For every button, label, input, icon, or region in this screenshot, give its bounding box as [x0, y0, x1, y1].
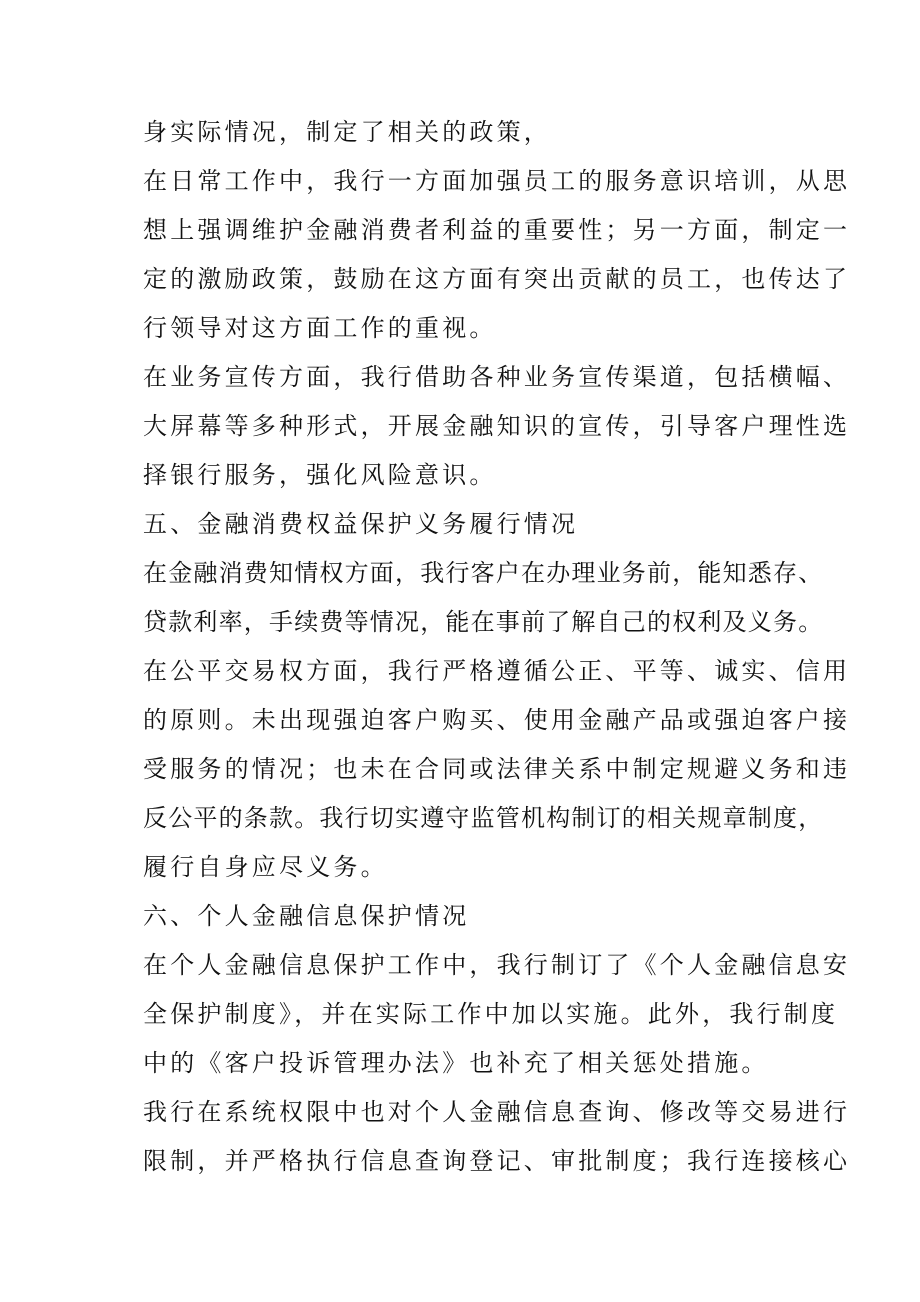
text-line: 在业务宣传方面，我行借助各种业务宣传渠道，包括横幅、 — [143, 363, 851, 391]
text-line: 我行在系统权限中也对个人金融信息查询、修改等交易进行 — [143, 1098, 851, 1126]
text-line: 中的《客户投诉管理办法》也补充了相关惩处措施。 — [143, 1049, 769, 1077]
text-line: 全保护制度》，并在实际工作中加以实施。此外，我行制度 — [143, 1000, 839, 1028]
text-line: 择银行服务，强化风险意识。 — [143, 461, 497, 489]
text-line: 在个人金融信息保护工作中，我行制订了《个人金融信息安 — [143, 951, 851, 979]
text-line: 受服务的情况；也未在合同或法律关系中制定规避义务和违 — [143, 755, 851, 783]
text-line: 行领导对这方面工作的重视。 — [143, 314, 497, 342]
text-line: 履行自身应尽义务。 — [143, 853, 388, 881]
text-line: 贷款利率，手续费等情况，能在事前了解自己的权利及义务。 — [143, 608, 824, 636]
text-line: 限制，并严格执行信息查询登记、审批制度；我行连接核心 — [143, 1147, 851, 1175]
text-line: 在金融消费知情权方面，我行客户在办理业务前，能知悉存、 — [143, 559, 824, 587]
text-line: 身实际情况，制定了相关的政策， — [143, 118, 551, 146]
document-body — [143, 108, 851, 1186]
section-heading: 六、个人金融信息保护情况 — [143, 902, 470, 930]
text-line: 想上强调维护金融消费者利益的重要性；另一方面，制定一 — [143, 216, 851, 244]
section-heading: 五、金融消费权益保护义务履行情况 — [143, 510, 579, 538]
text-line: 在日常工作中，我行一方面加强员工的服务意识培训，从思 — [143, 167, 851, 195]
text-line: 的原则。未出现强迫客户购买、使用金融产品或强迫客户接 — [143, 706, 851, 734]
text-line: 大屏幕等多种形式，开展金融知识的宣传，引导客户理性选 — [143, 412, 851, 440]
text-line: 定的激励政策，鼓励在这方面有突出贡献的员工，也传达了 — [143, 265, 851, 293]
text-line: 在公平交易权方面，我行严格遵循公正、平等、诚实、信用 — [143, 657, 851, 685]
text-line: 反公平的条款。我行切实遵守监管机构制订的相关规章制度， — [143, 804, 824, 832]
